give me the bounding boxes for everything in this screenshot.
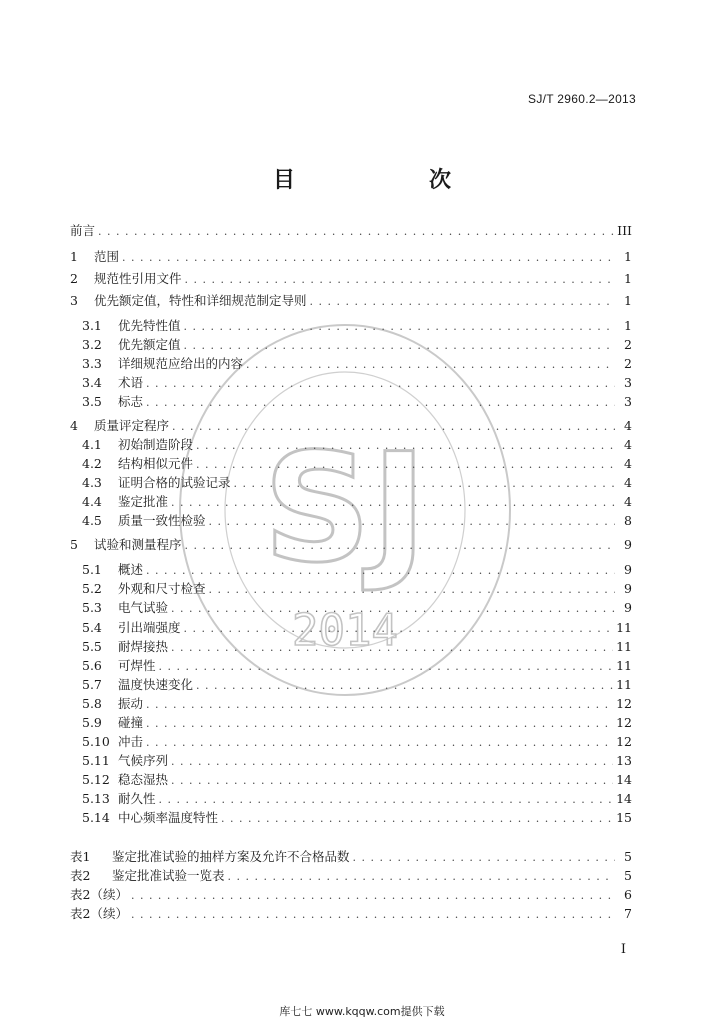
toc-entry[interactable] <box>82 474 632 492</box>
page-number: I <box>620 942 626 957</box>
toc-entry-label: 术语 <box>118 375 144 390</box>
toc-entry-label: 优先特性值 <box>118 318 181 333</box>
toc-entry-number: 表2 <box>70 868 91 883</box>
stamp-center-letters: SJ <box>263 422 427 596</box>
toc-entry-page: 1 <box>624 318 632 333</box>
toc-entry[interactable] <box>82 512 632 530</box>
toc-entry-number: 3.2 <box>82 337 102 352</box>
toc-entry-label: 结构相似元件 <box>118 456 194 471</box>
toc-entry-label: 初始制造阶段 <box>118 437 194 452</box>
toc-entry[interactable] <box>82 809 632 827</box>
toc-entry-number: 3.1 <box>82 318 102 333</box>
toc-entry-page: 1 <box>624 271 632 286</box>
toc-entry-number: 4.5 <box>82 513 102 528</box>
toc-entry-label: 引出端强度 <box>118 620 181 635</box>
toc-entry-number: 5.6 <box>82 658 102 673</box>
toc-entry[interactable] <box>70 867 632 885</box>
toc-leader-dots <box>171 753 613 771</box>
toc-entry[interactable] <box>82 436 632 454</box>
toc-leader-dots <box>131 906 615 924</box>
toc-entry-label: 标志 <box>118 394 144 409</box>
toc-entry-label: 概述 <box>118 562 144 577</box>
toc-entry-page: 15 <box>616 810 632 825</box>
toc-entry[interactable] <box>82 355 632 373</box>
toc-leader-dots <box>209 581 615 599</box>
toc-entry-number: 3.4 <box>82 375 102 390</box>
toc-entry-number: 5.2 <box>82 581 102 596</box>
toc-leader-dots <box>171 494 615 512</box>
toc-entry[interactable] <box>70 270 632 288</box>
toc-entry[interactable] <box>70 222 632 240</box>
toc-entry-label: 电气试验 <box>118 600 169 615</box>
toc-entry-label: 试验和测量程序 <box>94 537 182 552</box>
toc-entry-number: 2 <box>70 271 78 286</box>
toc-entry-number: 5.4 <box>82 620 102 635</box>
toc-entry-page: 7 <box>624 906 632 921</box>
toc-entry[interactable] <box>82 676 632 694</box>
toc-leader-dots <box>171 772 613 790</box>
toc-entry-number: 5.13 <box>82 791 110 806</box>
toc-leader-dots <box>146 375 615 393</box>
toc-entry-page: 5 <box>624 849 632 864</box>
toc-entry-page: 4 <box>624 456 632 471</box>
toc-entry-label: 表2（续） <box>70 906 128 921</box>
toc-entry[interactable] <box>82 336 632 354</box>
toc-entry-page: 13 <box>616 753 632 768</box>
toc-entry-label: 表2（续） <box>70 887 128 902</box>
toc-entry-label: 前言 <box>70 223 96 238</box>
toc-leader-dots <box>159 658 614 676</box>
toc-entry-page: 11 <box>616 639 632 654</box>
toc-leader-dots <box>353 849 615 867</box>
toc-entry-number: 3.5 <box>82 394 102 409</box>
toc-entry-label: 质量一致性检验 <box>118 513 206 528</box>
toc-leader-dots <box>146 394 615 412</box>
toc-entry[interactable] <box>70 292 632 310</box>
toc-entry-page: 6 <box>624 887 632 902</box>
toc-entry-label: 耐焊接热 <box>118 639 169 654</box>
toc-entry[interactable] <box>70 905 632 923</box>
toc-entry-number: 4.2 <box>82 456 102 471</box>
toc-leader-dots <box>146 715 613 733</box>
toc-leader-dots <box>146 562 615 580</box>
toc-entry-label: 中心频率温度特性 <box>118 810 219 825</box>
toc-leader-dots <box>184 620 614 638</box>
toc-entry[interactable] <box>82 771 632 789</box>
toc-leader-dots <box>131 887 615 905</box>
toc-entry-page: 12 <box>616 715 632 730</box>
toc-entry-page: 9 <box>624 537 632 552</box>
toc-leader-dots <box>221 810 613 828</box>
toc-leader-dots <box>146 696 613 714</box>
toc-leader-dots <box>310 293 615 311</box>
toc-entry-page: 4 <box>624 494 632 509</box>
toc-entry-page: 12 <box>616 696 632 711</box>
toc-entry-label: 振动 <box>118 696 144 711</box>
toc-entry-label: 碰撞 <box>118 715 144 730</box>
toc-leader-dots <box>196 456 615 474</box>
toc-entry-page: 14 <box>616 772 632 787</box>
toc-entry-label: 详细规范应给出的内容 <box>118 356 244 371</box>
toc-entry-label: 冲击 <box>118 734 144 749</box>
toc-entry[interactable] <box>82 752 632 770</box>
toc-entry-number: 5.11 <box>82 753 110 768</box>
toc-entry-page: 4 <box>624 437 632 452</box>
page-title: 目 次 <box>272 168 481 193</box>
toc-leader-dots <box>98 223 614 241</box>
toc-entry-number: 5.12 <box>82 772 110 787</box>
toc-leader-dots <box>209 513 615 531</box>
toc-entry-page: 8 <box>624 513 632 528</box>
toc-entry-label: 范围 <box>94 249 120 264</box>
toc-entry-page: 5 <box>624 868 632 883</box>
toc-entry-number: 5.5 <box>82 639 102 654</box>
toc-entry[interactable] <box>82 638 632 656</box>
toc-leader-dots <box>246 356 615 374</box>
toc-entry-page: 12 <box>616 734 632 749</box>
toc-entry-label: 外观和尺寸检查 <box>118 581 206 596</box>
toc-entry-number: 4 <box>70 418 78 433</box>
toc-entry-number: 5.7 <box>82 677 102 692</box>
toc-entry-number: 3 <box>70 293 78 308</box>
toc-entry-label: 耐久性 <box>118 791 156 806</box>
toc-entry[interactable] <box>70 886 632 904</box>
download-credit: 库七七 www.kqqw.com提供下载 <box>279 1005 445 1018</box>
standard-code: SJ/T 2960.2—2013 <box>528 92 636 106</box>
toc-leader-dots <box>159 791 614 809</box>
toc-leader-dots <box>234 475 615 493</box>
toc-entry[interactable] <box>82 580 632 598</box>
toc-entry-number: 5.14 <box>82 810 110 825</box>
toc-entry-number: 5.10 <box>82 734 110 749</box>
toc-entry[interactable] <box>82 714 632 732</box>
toc-leader-dots <box>196 437 615 455</box>
toc-entry[interactable] <box>82 599 632 617</box>
toc-leader-dots <box>146 734 613 752</box>
toc-entry-page: III <box>617 223 632 238</box>
toc-entry-page: 14 <box>616 791 632 806</box>
toc-leader-dots <box>196 677 613 695</box>
toc-entry-number: 1 <box>70 249 78 264</box>
toc-leader-dots <box>228 868 615 886</box>
toc-entry-number: 5.8 <box>82 696 102 711</box>
toc-entry-number: 4.1 <box>82 437 102 452</box>
toc-entry-page: 11 <box>616 677 632 692</box>
toc-entry-label: 气候序列 <box>118 753 169 768</box>
toc-leader-dots <box>184 337 615 355</box>
toc-entry-number: 4.3 <box>82 475 102 490</box>
toc-entry-label: 鉴定批准试验的抽样方案及允许不合格品数 <box>112 849 350 864</box>
toc-entry[interactable] <box>82 374 632 392</box>
toc-entry[interactable] <box>70 536 632 554</box>
toc-leader-dots <box>171 639 613 657</box>
toc-leader-dots <box>185 271 615 289</box>
toc-entry[interactable] <box>82 619 632 637</box>
toc-entry-label: 优先额定值 <box>118 337 181 352</box>
toc-entry-label: 可焊性 <box>118 658 156 673</box>
toc-entry-label: 优先额定值，特性和详细规范制定导则 <box>94 293 307 308</box>
toc-entry[interactable] <box>70 848 632 866</box>
toc-entry[interactable] <box>82 561 632 579</box>
toc-entry-page: 1 <box>624 293 632 308</box>
toc-entry-page: 11 <box>616 620 632 635</box>
toc-entry-page: 9 <box>624 581 632 596</box>
toc-entry-label: 鉴定批准试验一览表 <box>112 868 225 883</box>
toc-entry-page: 3 <box>624 375 632 390</box>
toc-leader-dots <box>172 418 615 436</box>
toc-entry-number: 3.3 <box>82 356 102 371</box>
toc-entry-label: 稳态湿热 <box>118 772 169 787</box>
toc-entry-number: 表1 <box>70 849 91 864</box>
toc-leader-dots <box>122 249 615 267</box>
toc-leader-dots <box>184 318 615 336</box>
toc-entry[interactable] <box>82 733 632 751</box>
toc-entry-label: 规范性引用文件 <box>94 271 182 286</box>
toc-entry[interactable] <box>82 455 632 473</box>
toc-entry[interactable] <box>82 317 632 335</box>
toc-leader-dots <box>185 537 615 555</box>
toc-entry[interactable] <box>82 657 632 675</box>
toc-entry-page: 1 <box>624 249 632 264</box>
toc-entry-number: 5 <box>70 537 78 552</box>
toc-entry-page: 3 <box>624 394 632 409</box>
toc-entry[interactable] <box>82 493 632 511</box>
stamp-year: 2014 <box>292 605 398 656</box>
toc-entry-page: 11 <box>616 658 632 673</box>
toc-entry-page: 4 <box>624 418 632 433</box>
toc-entry[interactable] <box>70 417 632 435</box>
toc-entry-page: 9 <box>624 562 632 577</box>
toc-entry-label: 温度快速变化 <box>118 677 194 692</box>
toc-entry[interactable] <box>82 393 632 411</box>
toc-leader-dots <box>171 600 615 618</box>
toc-entry-number: 4.4 <box>82 494 102 509</box>
toc-entry-number: 5.1 <box>82 562 102 577</box>
toc-entry-number: 5.3 <box>82 600 102 615</box>
toc-entry-page: 9 <box>624 600 632 615</box>
toc-entry-page: 4 <box>624 475 632 490</box>
toc-entry[interactable] <box>82 695 632 713</box>
toc-entry-page: 2 <box>624 337 632 352</box>
toc-entry-label: 鉴定批准 <box>118 494 169 509</box>
toc-entry-page: 2 <box>624 356 632 371</box>
toc-entry-label: 质量评定程序 <box>94 418 170 433</box>
toc-entry[interactable] <box>70 248 632 266</box>
toc-entry[interactable] <box>82 790 632 808</box>
toc-entry-number: 5.9 <box>82 715 102 730</box>
toc-entry-label: 证明合格的试验记录 <box>118 475 231 490</box>
